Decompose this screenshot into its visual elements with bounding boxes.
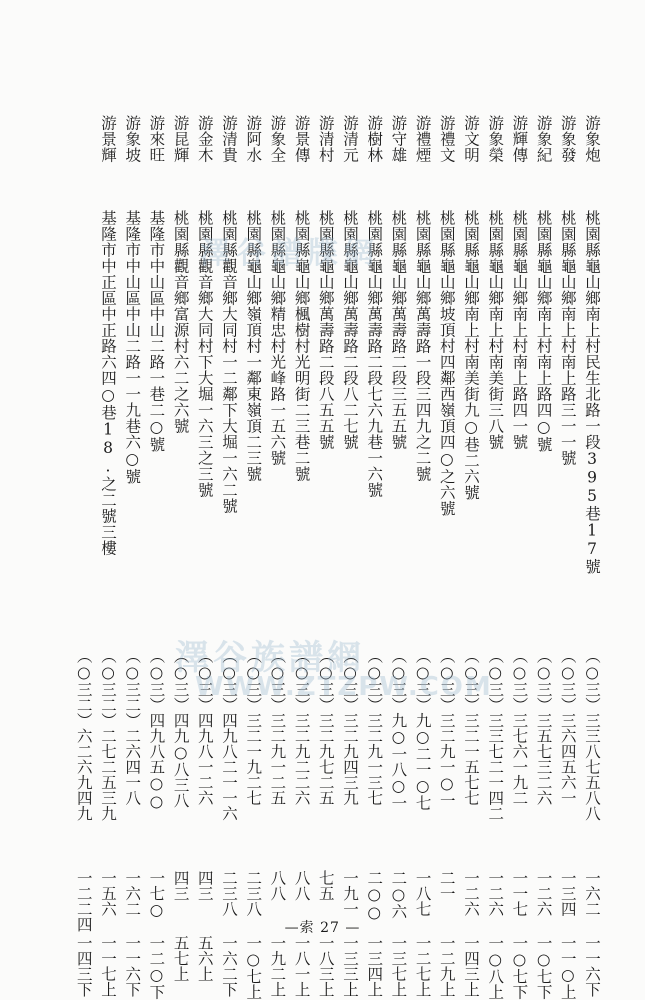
index-entry <box>339 115 361 997</box>
entry-page: 一八七 <box>413 870 432 917</box>
index-entry <box>484 115 506 1000</box>
entry-page: 二○○ <box>365 870 384 922</box>
entry-phone: （○三）三七六一九二 <box>510 648 529 806</box>
entry-address: 桃園縣龜山鄉南上村民生北路一段395巷17號 <box>583 210 601 575</box>
index-entry <box>266 115 288 997</box>
entry-page: 八八 <box>268 870 287 901</box>
index-entry <box>581 115 603 997</box>
entry-page: 二一 <box>437 870 456 901</box>
index-entry <box>97 115 119 997</box>
entry-phone: （○三）九○二一○七 <box>413 648 432 811</box>
entry-page: 一一七 <box>510 870 529 917</box>
entry-address: 桃園縣觀音鄉大同村下大堀一六三之三號 <box>195 210 214 498</box>
entry-phone: （○三二）二六四一八 <box>123 648 142 806</box>
index-entry <box>363 115 385 997</box>
entry-name: 游象紀 <box>534 115 553 163</box>
entry-name: 游阿水 <box>244 115 263 163</box>
entry-address: 桃園縣龜山鄉萬壽路二段八二七號 <box>341 210 359 450</box>
entry-position: 一○八上 <box>486 935 505 1000</box>
entry-name: 游象全 <box>268 115 287 163</box>
page-number-footer: —索 27 — <box>284 920 361 936</box>
entry-phone: （○三）三五七三二六 <box>534 648 553 806</box>
entry-address: 桃園縣龜山鄉南上村南上路三一一號 <box>558 210 577 466</box>
entry-address: 桃園縣龜山鄉萬壽路一段三四九之二號 <box>413 210 432 482</box>
entry-page: 一六二 <box>123 870 142 917</box>
entry-address: 桃園縣龜山鄉嶺頂村一鄰東嶺頂二三號 <box>244 210 263 482</box>
index-entry <box>436 115 458 997</box>
entry-page: 二三八 <box>220 870 238 917</box>
entry-phone: （○三）三六四五六一 <box>558 648 577 806</box>
entry-name: 游景輝 <box>99 115 117 163</box>
entry-phone: （○三）三二九二二六 <box>292 648 311 806</box>
entry-phone: （○三）九○一八○一 <box>389 648 408 811</box>
entry-name: 游守雄 <box>389 115 408 163</box>
index-entry <box>387 115 409 997</box>
entry-page: 四三 <box>195 870 214 901</box>
entry-address: 桃園縣龜山鄉楓樹村光明街二三巷二號 <box>292 210 311 482</box>
entry-page: 二○六 <box>389 870 408 919</box>
index-entry <box>170 115 192 982</box>
index-entry <box>218 115 240 997</box>
entry-position: 一○七下 <box>534 935 553 1000</box>
entry-name: 游來旺 <box>147 115 166 163</box>
index-entry <box>508 115 530 1000</box>
entry-phone: （○三）四九八一二六 <box>195 648 214 806</box>
entry-page: 一九一 <box>341 870 359 917</box>
index-entry <box>533 115 555 1000</box>
entry-position: 一○七上 <box>244 935 263 1000</box>
entry-page: 一二六 <box>462 870 480 917</box>
entry-page: 四三 <box>171 870 190 901</box>
entry-phone: （○三）三三七二一四二 <box>486 648 505 821</box>
entry-name: 游象坡 <box>123 115 142 163</box>
entry-name: 游樹林 <box>365 115 384 163</box>
index-entry <box>557 115 579 1000</box>
entry-phone: （○三）四九八二一一六 <box>220 648 238 821</box>
entry-address: 桃園縣觀音鄉大同村一二鄰下大堀一六二號 <box>220 210 238 514</box>
index-entry <box>460 115 482 997</box>
entry-name: 游清村 <box>316 115 335 163</box>
watermark-middle: 澤谷族譜網 <box>175 638 365 678</box>
entry-name: 游金木 <box>195 115 214 163</box>
entry-page: 一三四 <box>558 870 577 917</box>
entry-address: 基隆市中正區中正路六四○巷18.之二號三樓 <box>99 210 117 556</box>
entry-address: 基隆市中山區中山二路一巷二○號 <box>147 210 166 453</box>
entry-position: 五六上 <box>195 935 214 982</box>
entry-name: 游清元 <box>341 115 359 163</box>
index-entry <box>291 115 313 997</box>
entry-address: 桃園縣龜山鄉萬壽路二段七六九巷一六號 <box>365 210 384 498</box>
entry-name: 游昆輝 <box>171 115 190 163</box>
index-entry <box>242 115 264 1000</box>
entry-page: 一五六 <box>99 870 117 917</box>
entry-address: 桃園縣龜山鄉萬壽路二段三五五號 <box>389 210 408 450</box>
entry-page: 一六二 <box>583 870 601 917</box>
entry-address: 桃園縣龜山鄉精忠村光峰路一五六號 <box>268 210 287 466</box>
entry-phone: （○三）三二九一○一 <box>437 648 456 808</box>
entry-name: 游清貴 <box>220 115 238 163</box>
watermark-url: WWW.ZTZPW.COM <box>195 672 493 702</box>
entry-position: 一二九上 <box>437 935 456 997</box>
entry-name: 游文明 <box>462 115 480 163</box>
entry-page: 八八 <box>292 870 311 901</box>
entry-position: 一八三上 <box>316 935 335 997</box>
entry-position: 一四三上 <box>462 935 480 997</box>
index-entry <box>145 115 167 1000</box>
index-entry <box>194 115 216 982</box>
entry-phone: （○三二）二七二五三九 <box>99 648 117 821</box>
entry-address: 桃園縣龜山鄉坡頂村四鄰西嶺頂四○之六號 <box>437 210 456 517</box>
entry-address: 基隆市中山區中山二路一一九巷六○號 <box>123 210 142 485</box>
entry-name: 游象炮 <box>583 115 601 163</box>
entry-page: 一二六 <box>486 870 505 917</box>
entry-address: 桃園縣龜山鄉南上村南上路四○號 <box>534 210 553 453</box>
entry-address: 桃園縣龜山鄉萬壽路二段八五五號 <box>316 210 335 450</box>
entry-name: 游象發 <box>558 115 577 163</box>
entry-page: 二三八 <box>244 870 263 917</box>
entry-position: 五七上 <box>171 935 190 982</box>
entry-page: 一二二四 <box>74 870 93 932</box>
entry-phone: （○三）三三八七五八八 <box>583 648 601 821</box>
index-entry <box>412 115 434 997</box>
entry-phone: （○三）三二九七二五 <box>316 648 335 806</box>
entry-phone: （○三）三二九一二五 <box>268 648 287 806</box>
entry-address: 桃園縣龜山鄉南上村南美街三八號 <box>486 210 505 450</box>
entry-position: 一二○下 <box>147 935 166 1000</box>
entry-page: 一七○ <box>147 870 166 919</box>
watermark-top: 澤谷譜牒網 <box>200 236 380 271</box>
entry-position: 一○七下 <box>510 935 529 1000</box>
entry-name: 游象榮 <box>486 115 505 163</box>
entry-position: 一一六下 <box>123 935 142 997</box>
index-entry <box>121 115 143 997</box>
entry-position: 一三三上 <box>341 935 359 997</box>
entry-position: 一三四上 <box>365 935 384 997</box>
entry-position: 一一○上 <box>558 935 577 1000</box>
entry-position: 一一七上 <box>99 935 117 997</box>
entry-page: 七五 <box>316 870 335 901</box>
entry-phone: （○三）四九八五○○ <box>147 648 166 811</box>
entry-name: 游輝傳 <box>510 115 529 163</box>
entry-name: 游禮煙 <box>413 115 432 163</box>
index-entry <box>315 115 337 997</box>
entry-position: 一一六下 <box>583 935 601 997</box>
entry-name: 游禮文 <box>437 115 456 163</box>
entry-phone: （○三）三二一九二七 <box>244 648 263 806</box>
entry-position: 一八一上 <box>292 935 311 997</box>
index-entry <box>73 115 95 997</box>
entry-position: 一四三下 <box>74 935 93 997</box>
entry-phone: （○三）四九○八三八 <box>171 648 190 808</box>
entry-address: 桃園縣龜山鄉南上村南上路四一號 <box>510 210 529 450</box>
entry-address: 桃園縣龜山鄉南上村南美街九○巷二六號 <box>462 210 480 501</box>
entry-position: 一二七上 <box>413 935 432 997</box>
entry-name: 游景傳 <box>292 115 311 163</box>
entry-position: 一九二上 <box>268 935 287 997</box>
entry-phone: （○三）三二九四三九 <box>341 648 359 806</box>
entry-page: 一二六 <box>534 870 553 917</box>
entry-position: 一六二下 <box>220 935 238 997</box>
entry-phone: （○三）三二九一三七 <box>365 648 384 806</box>
entry-phone: （○三）三二一五七七 <box>462 648 480 806</box>
entry-phone: （○三二）六二六九四九 <box>74 648 93 821</box>
entry-position: 一三七上 <box>389 935 408 997</box>
entry-address: 桃園縣觀音鄉富源村六二之六號 <box>171 210 190 434</box>
